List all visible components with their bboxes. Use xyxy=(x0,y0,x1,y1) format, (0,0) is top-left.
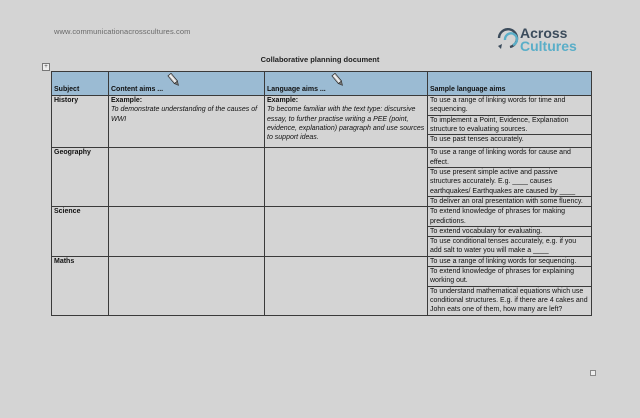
example-text: To demonstrate understanding of the causes of WWI xyxy=(111,106,258,123)
move-handle-icon[interactable]: + xyxy=(42,63,50,71)
subject-cell[interactable]: History xyxy=(52,96,109,148)
aim-item: To use a range of linking words for cause and effect. xyxy=(428,148,591,168)
aim-item: To use a range of linking words for sequencing. xyxy=(428,257,591,267)
header-sample-language-aims: Sample language aims xyxy=(428,72,592,96)
language-aims-cell[interactable] xyxy=(265,256,428,315)
content-aims-cell[interactable] xyxy=(109,96,265,148)
planning-table xyxy=(51,71,592,316)
header-content-aims xyxy=(109,72,265,96)
aim-item: To understand mathematical equations which use conditional structures. E.g. if there are 4 cakes and John eats one of them, how many are left? xyxy=(430,287,588,314)
pencil-icon[interactable] xyxy=(331,73,345,87)
sample-aims-cell[interactable] xyxy=(428,256,592,315)
aim-item: To extend knowledge of phrases for making predictions. xyxy=(428,207,591,227)
header-subject: Subject xyxy=(52,72,109,96)
aim-item: To deliver an oral presentation with some fluency. xyxy=(430,197,583,205)
content-aims-cell[interactable] xyxy=(109,207,265,256)
document-title: Collaborative planning document xyxy=(260,55,380,64)
aim-item: To extend knowledge of phrases for explaining working out. xyxy=(428,267,591,287)
aim-item: To use present simple active and passive structures accurately. E.g. ____ causes earthquakes/ Earthquakes are caused by ____ xyxy=(428,168,591,197)
aim-item: To use past tenses accurately. xyxy=(430,136,524,144)
subject-cell[interactable]: Science xyxy=(52,207,109,256)
across-cultures-logo xyxy=(496,24,606,58)
example-label: Example: xyxy=(267,97,299,104)
aim-item: To extend vocabulary for evaluating. xyxy=(428,227,591,237)
website-url[interactable]: www.communicationacrosscultures.com xyxy=(54,27,191,36)
header-content-aims-label: Content aims ... xyxy=(111,85,164,93)
table-header-row xyxy=(52,72,592,96)
table-row-geography xyxy=(52,148,592,207)
language-aims-cell[interactable] xyxy=(265,207,428,256)
header-language-aims-label: Language aims ... xyxy=(267,85,326,93)
language-aims-cell[interactable] xyxy=(265,148,428,207)
header-language-aims xyxy=(265,72,428,96)
aim-item: To use a range of linking words for time and sequencing. xyxy=(428,96,591,116)
sample-aims-cell[interactable] xyxy=(428,148,592,207)
language-aims-cell[interactable] xyxy=(265,96,428,148)
sample-aims-cell[interactable] xyxy=(428,207,592,256)
subject-cell[interactable]: Geography xyxy=(52,148,109,207)
logo-text-across: Across xyxy=(520,25,568,41)
content-aims-cell[interactable] xyxy=(109,256,265,315)
table-row-science xyxy=(52,207,592,256)
speech-bubbles-logo-icon xyxy=(496,24,520,54)
sample-aims-cell[interactable] xyxy=(428,96,592,148)
content-aims-cell[interactable] xyxy=(109,148,265,207)
aim-item: To use conditional tenses accurately, e.g. if you add salt to water you will make a ____ xyxy=(430,238,577,255)
example-text: To become familiar with the text type: discursive essay, to further practise writing a PEE (point, evidence, explanation) paragraph and use sources to support ideas. xyxy=(267,106,425,142)
subject-cell[interactable]: Maths xyxy=(52,256,109,315)
table-resize-handle[interactable] xyxy=(590,370,596,376)
table-row-history xyxy=(52,96,592,148)
pencil-icon[interactable] xyxy=(167,73,181,87)
aim-item: To implement a Point, Evidence, Explanation structure to evaluating sources. xyxy=(428,116,591,136)
table-row-maths xyxy=(52,256,592,315)
logo-text-cultures: Cultures xyxy=(520,38,577,54)
example-label: Example: xyxy=(111,97,143,104)
